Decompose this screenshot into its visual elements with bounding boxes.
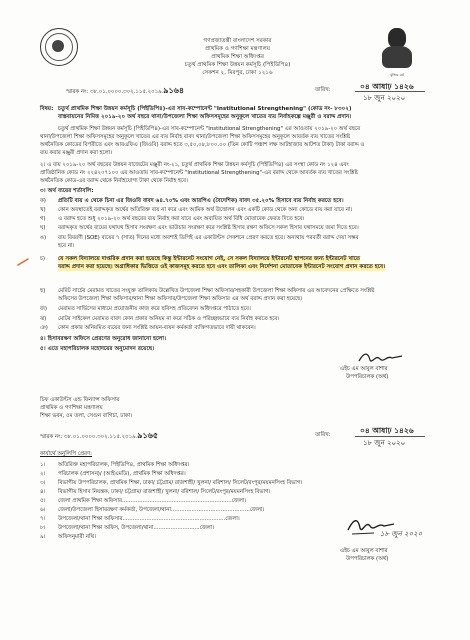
subject-label: বিষয়:: [40, 106, 54, 112]
clause-kha-text: কোন অবস্থাতেই বরাদ্দকৃত অর্থের অতিরিক্ত ব্যয় না করে এবং আমিক অর্থ উত্তোলন এবং একটি কোড থেকে অন্য কোডে ব্যয় করা যাবে না।: [58, 207, 353, 213]
signer-1-name: এইচ এম আবুল বাশার: [340, 366, 388, 372]
copy-date-bn: ০৪ আষাঢ় ১৪২৬: [360, 426, 414, 435]
para-1-line-4: ব্যয় করার মঞ্জুরী প্রদান করা হলো।: [40, 150, 113, 156]
copy-date-label: তারিখ:: [315, 432, 331, 438]
copy-memo-number: স্মারক নং: ৩৮.০১.০০০০.৩০২.১১৫.২০১৯.৯১৬৫: [40, 431, 159, 440]
para-4: ৪। হিসাবরক্ষণ অফিসে প্রেরণের অনুরোধ জানানো হলো।: [40, 336, 167, 342]
copy-item-text: উপজেলা/থানা শিক্ষা অফিসার............................................................জেলা।: [58, 516, 240, 522]
portrait-icon: [378, 26, 416, 77]
clause-jha-text: মোটর সাইকেল মেরামত বাবদ কোন প্রকার অনিয়ম না করে সঠিক ও পরিচ্ছন্নভাবে ব্যয় নির্বাহ করতে হবে।: [58, 316, 280, 322]
clause-gha-text: বরাদ্দকৃত অর্থের ব্যয়ের যথাযথ হিসাব সংরক্ষণ এবং ভাউচার সংরক্ষণ করে সংশ্লিষ্ট হিসাব রক্ষণ অফিসে সকল হিসাব যথাসময়ে জমা দিতে হবে।: [58, 225, 359, 231]
copy-item-number: ৩।: [40, 480, 46, 486]
copy-item-number: ২।: [40, 471, 46, 477]
copy-item-number: ৭।: [40, 516, 46, 522]
govt-seal-icon: [40, 28, 78, 66]
copy-date-en: ১৮ জুন ২০২০: [363, 439, 406, 447]
header-line-4: চতুর্থ প্রাথমিক শিক্ষা উন্নয়ন কর্মসূচি (পিইডিপি৪): [184, 62, 291, 68]
recipient-line-2: প্রাথমিক ও গণশিক্ষা মন্ত্রণালয়: [40, 405, 103, 411]
clause-kha-marker: খ): [40, 207, 46, 213]
clause-nya-text: কোন প্রকার অনিয়মিত ব্যয়ের জন্য সংশ্লিষ্ট আয়ন-ব্যয়ন কর্মকর্তা ব্যক্তিগতভাবে দায়ী থাকবেন।: [58, 325, 256, 331]
clause-ka-marker: ক): [40, 198, 46, 204]
clause-chha-text-2: অফিসের উপজেলা শিক্ষা অফিসার/থানা শিক্ষা অফিসার/উপজেলা শিক্ষা অফিসার এর অর্থ বরাদ্দ প্রদান করা হয়েছে।: [58, 296, 303, 302]
date-label: তারিখ:: [315, 87, 331, 93]
clause-chha-text: মেরিট সার্চের মেরামত খাতের সংযুক্ত তালিকায় উল্লেখিত উপজেলা শিক্ষা অফিসার/সহকারী উপজেলা শিক্ষা অফিসার এর আবেদনের প্রেক্ষিতে সংশ্লিষ্ট: [58, 288, 375, 294]
signature-1: [356, 350, 406, 366]
copy-item-text: অতিরিক্ত মহাপরিচালক, পিইডিপি৪, প্রাথমিক শিক্ষা অধিদপ্তর।: [58, 462, 190, 468]
memo-number: স্মারক নং: ৩৮.০১.০০০০.৩০২.১১৫.২০১৯.৯১৬৪: [66, 86, 185, 95]
para-1-line-3: অর্থনৈতিক কোডের বিপরীতে এবং আরএফিএ (জিওবি) বরাদ্দ হতে ৩,৫০,০৮,৮০০.০০ (তিন কোটি পঞ্চাশ লক্ষ আটহাজার আটশত টাকা) টাকা বরাদ্দ ও: [40, 142, 365, 148]
para-1-line-2: থানা/উপজেলা শিক্ষা অফিসসমূহের অনুকূলে খাতের এর ব্যয় নির্বাহ বাবদ থানা/উপজেলা শিক্ষা অফিসসমূহের অনুকূলে আবর্তক ব্যয় খাতের সংশ্লিষ্ট: [40, 134, 350, 140]
clause-gha-marker: ঘ): [40, 225, 46, 231]
clause-cha-text-2: বরাদ্দ প্রদান করা হয়েছে। অগ্রাধিকার ভিত্তিতে ওই কাজসমূহ করতে হবে এবং তালিকা এবং নির্দেশনা মোতাবেক ইন্টারনেট সংযোগ প্রদান করতে হবে।: [58, 264, 386, 270]
para-5: ৫। এতে মহাপরিচালক মহোদয়ের অনুমোদন রয়েছে।: [40, 346, 155, 352]
copy-item-text: জেলা/উপজেলা হিসাবরক্ষণ কর্মকর্তা, উপজেলা/থানা..............................................জেলা।: [58, 507, 265, 513]
clause-uma-marker: ঙ): [40, 235, 47, 241]
copy-item-number: ৮।: [40, 525, 46, 531]
clause-cha-text: যে সকল বিদ্যালয়ে দাপ্তরিক প্রদান করা হয়েছে কিন্তু ইন্টারনেট সংযোগ নেই, সে সকল বিদ্যালয়ে ইন্টারনেট স্থাপনের জন্য ইন্টারনেট খাতে: [58, 256, 361, 262]
copy-item-number: ১।: [40, 462, 46, 468]
header-line-5: সেকশন ২, মিরপুর, ঢাকা ১২১৬: [202, 70, 273, 76]
clause-ka-text: প্রতিটি ব্যয় এ থেকে চিনা এর জিওবি বাবদ ৬৪.৭০% এবং আরপিএ (বৈদেশিক) বাবদ ৩৫.২০% হিসাবে ব্যয় নির্বাহ করতে হবে।: [58, 198, 344, 204]
clause-nya-marker: ঞ): [40, 325, 48, 331]
copy-intro: কার্যার্থে অনুলিপি প্রেরণ:: [40, 451, 92, 457]
clause-jha-marker: ঝ): [40, 316, 47, 322]
signer-2-designation: উপপরিচালক (অর্থ): [346, 556, 389, 562]
clause-uma-text: ব্যয় বিবরণী (SOE) ব্যয়ের ৭ (সাত) দিনের মধ্যে অবশ্যই ডিপিই এর একাউন্টস সেকশনে প্রেরণ করতে হবে। অন্যথায় পরবর্তী বরাদ্দ দেয়া সম্ভব: [58, 235, 359, 241]
clause-uma-text-2: হবে না।: [58, 243, 75, 249]
header-line-3: প্রাথমিক শিক্ষা অধিদপ্তর: [211, 54, 264, 60]
date-bn: ০৪ আষাঢ় ১৪২৬: [360, 82, 414, 91]
clause-ga-text: এ বরাদ্দ হতে শুধু ২০১৯-২০ অর্থ বছরের ব্যয় নির্বাহ করা যাবে এবং অব্যয়িত অর্থ বিধি মোতাবেক ফেরত দিতে হবে।: [58, 216, 305, 222]
date-en: ১৮ জুন ২০২০: [363, 94, 406, 102]
signer-1-designation: উপপরিচালক (অর্থ): [346, 374, 389, 380]
copy-item-number: ৯।: [40, 534, 46, 540]
header-line-2: প্রাথমিক ও গণশিক্ষা মন্ত্রণালয়: [204, 46, 271, 52]
copy-item-text: বিভাগীয় হিসাব নিয়ন্ত্রক, ঢাকা/ চট্টগ্রাম/ রাজশাহী/ খুলনা/ বরিশাল/ সিলেট/রংপুর/ময়মনসিংহ বিভাগ।: [58, 489, 271, 495]
copy-item-text: বিভাগীয় উপপরিচালক, প্রাথমিক শিক্ষা, ঢাকা/ চট্টগ্রাম/ রাজশাহী/ খুলনা/ বরিশাল/ সিলেট/রংপুর/ময়মনসিংহ বিভাগ।: [58, 480, 303, 486]
signer-2-handwritten-date: ১৮ জুন ২০২০: [380, 530, 423, 538]
recipient-line-3: শিক্ষা ভবন, ৫ম তলা, সেগুন বাগিচা, ঢাকা।: [40, 413, 133, 419]
copy-item-text: জেলা প্রাথমিক শিক্ষা অফিসার................................................................জেলা।: [58, 498, 247, 504]
para-2-line-2: প্রাতিষ্ঠানিক কোড নং ২২৪২০৭১০০ এর আওতায় সাব-কম্পোনেন্ট "Institutional Strengthening"-এর বরাদ্দ থেকে আবর্তক ব্যয় খাতের সংশ্লিষ্ট: [40, 170, 358, 176]
subject-line-2: বাস্তবায়নের নিমিত্ত ২০১৯-২০ অর্থ বছরে থানা/উপজেলা শিক্ষা অফিসসমূহের অনুকূলে খাতের ব্যয় নির্বাহকল্পে মঞ্জুরী ও বরাদ্দ প্রদান।: [58, 114, 352, 120]
signer-2-name: এইচ এম আবুল বাশার: [340, 548, 388, 554]
copy-item-text: পরিচালক (প্রশাসন)/ (আইএমডি), প্রাথমিক শিক্ষা অধিদপ্তর।: [58, 471, 186, 477]
clause-chha-marker: ছ): [40, 288, 46, 294]
clause-ja-marker: জ): [40, 306, 47, 312]
header-line-1: গণপ্রজাতন্ত্রী বাংলাদেশ সরকার: [203, 38, 272, 44]
copy-item-number: ৬।: [40, 507, 46, 513]
recipient-line-1: চিফ একাউন্টস এন্ড ফিন্যান্স অফিসার: [40, 397, 120, 403]
clause-cha-marker: চ): [40, 256, 46, 262]
portrait-label: মুজিব বর্ষ: [390, 73, 404, 77]
copy-item-text: উপজেলা/থানা শিক্ষা অফিস, উপজেলা/থানা...........................জেলা।: [58, 525, 215, 531]
para-2-line-3: অর্থনৈতিক কোড-এর বরাদ্দ থেকে নির্বাহযোগ্য টাকা থেকে নির্বাহ হবে।: [40, 178, 188, 184]
copy-item-text: অফিসনুমারী নথি।: [58, 534, 96, 540]
para-1-line-1: চতুর্থ প্রাথমিক শিক্ষা উন্নয়ন কর্মসূচি (পিইডিপি৪)-এর সাব-কম্পোনেন্ট "Institutional Strengthening" এর আওতায় ২০১৯-২০ অর্থ বছরে: [58, 126, 361, 132]
para-3-heading: ৩। অর্থ ব্যয়ের শর্তাবলি:: [40, 188, 94, 194]
clause-ga-marker: গ): [40, 216, 46, 222]
subject-line-1: চতুর্থ প্রাথমিক শিক্ষা উন্নয়ন কর্মসূচি (পিইডিপি৪)-এর সাব-কম্পোনেন্ট "Institutional Strengthening" (কোড নং- ৮৩০২): [58, 106, 352, 112]
para-2-line-1: ২। এ ব্যয় ২০১৯-২০ অর্থ বছরের উন্নয়ন বাজেটের মঞ্জুরী নং-২১, চতুর্থ প্রাথমিক শিক্ষা উন্নয়ন কর্মসূচি (পিইডিপি৪) এর সংস্থা কোড নং ১২৪ এবং: [40, 162, 349, 168]
copy-item-number: ৪।: [40, 489, 46, 495]
clause-ja-text: মেরামত সার্ভিসের মাধ্যমে প্রয়োজনীয় কাজ করে ছবিসহ প্রতিবেদন অধিদপ্তরে পাঠাতে হবে।: [58, 306, 251, 312]
copy-item-number: ৫।: [40, 498, 46, 504]
pen-mark-icon: [17, 258, 29, 266]
